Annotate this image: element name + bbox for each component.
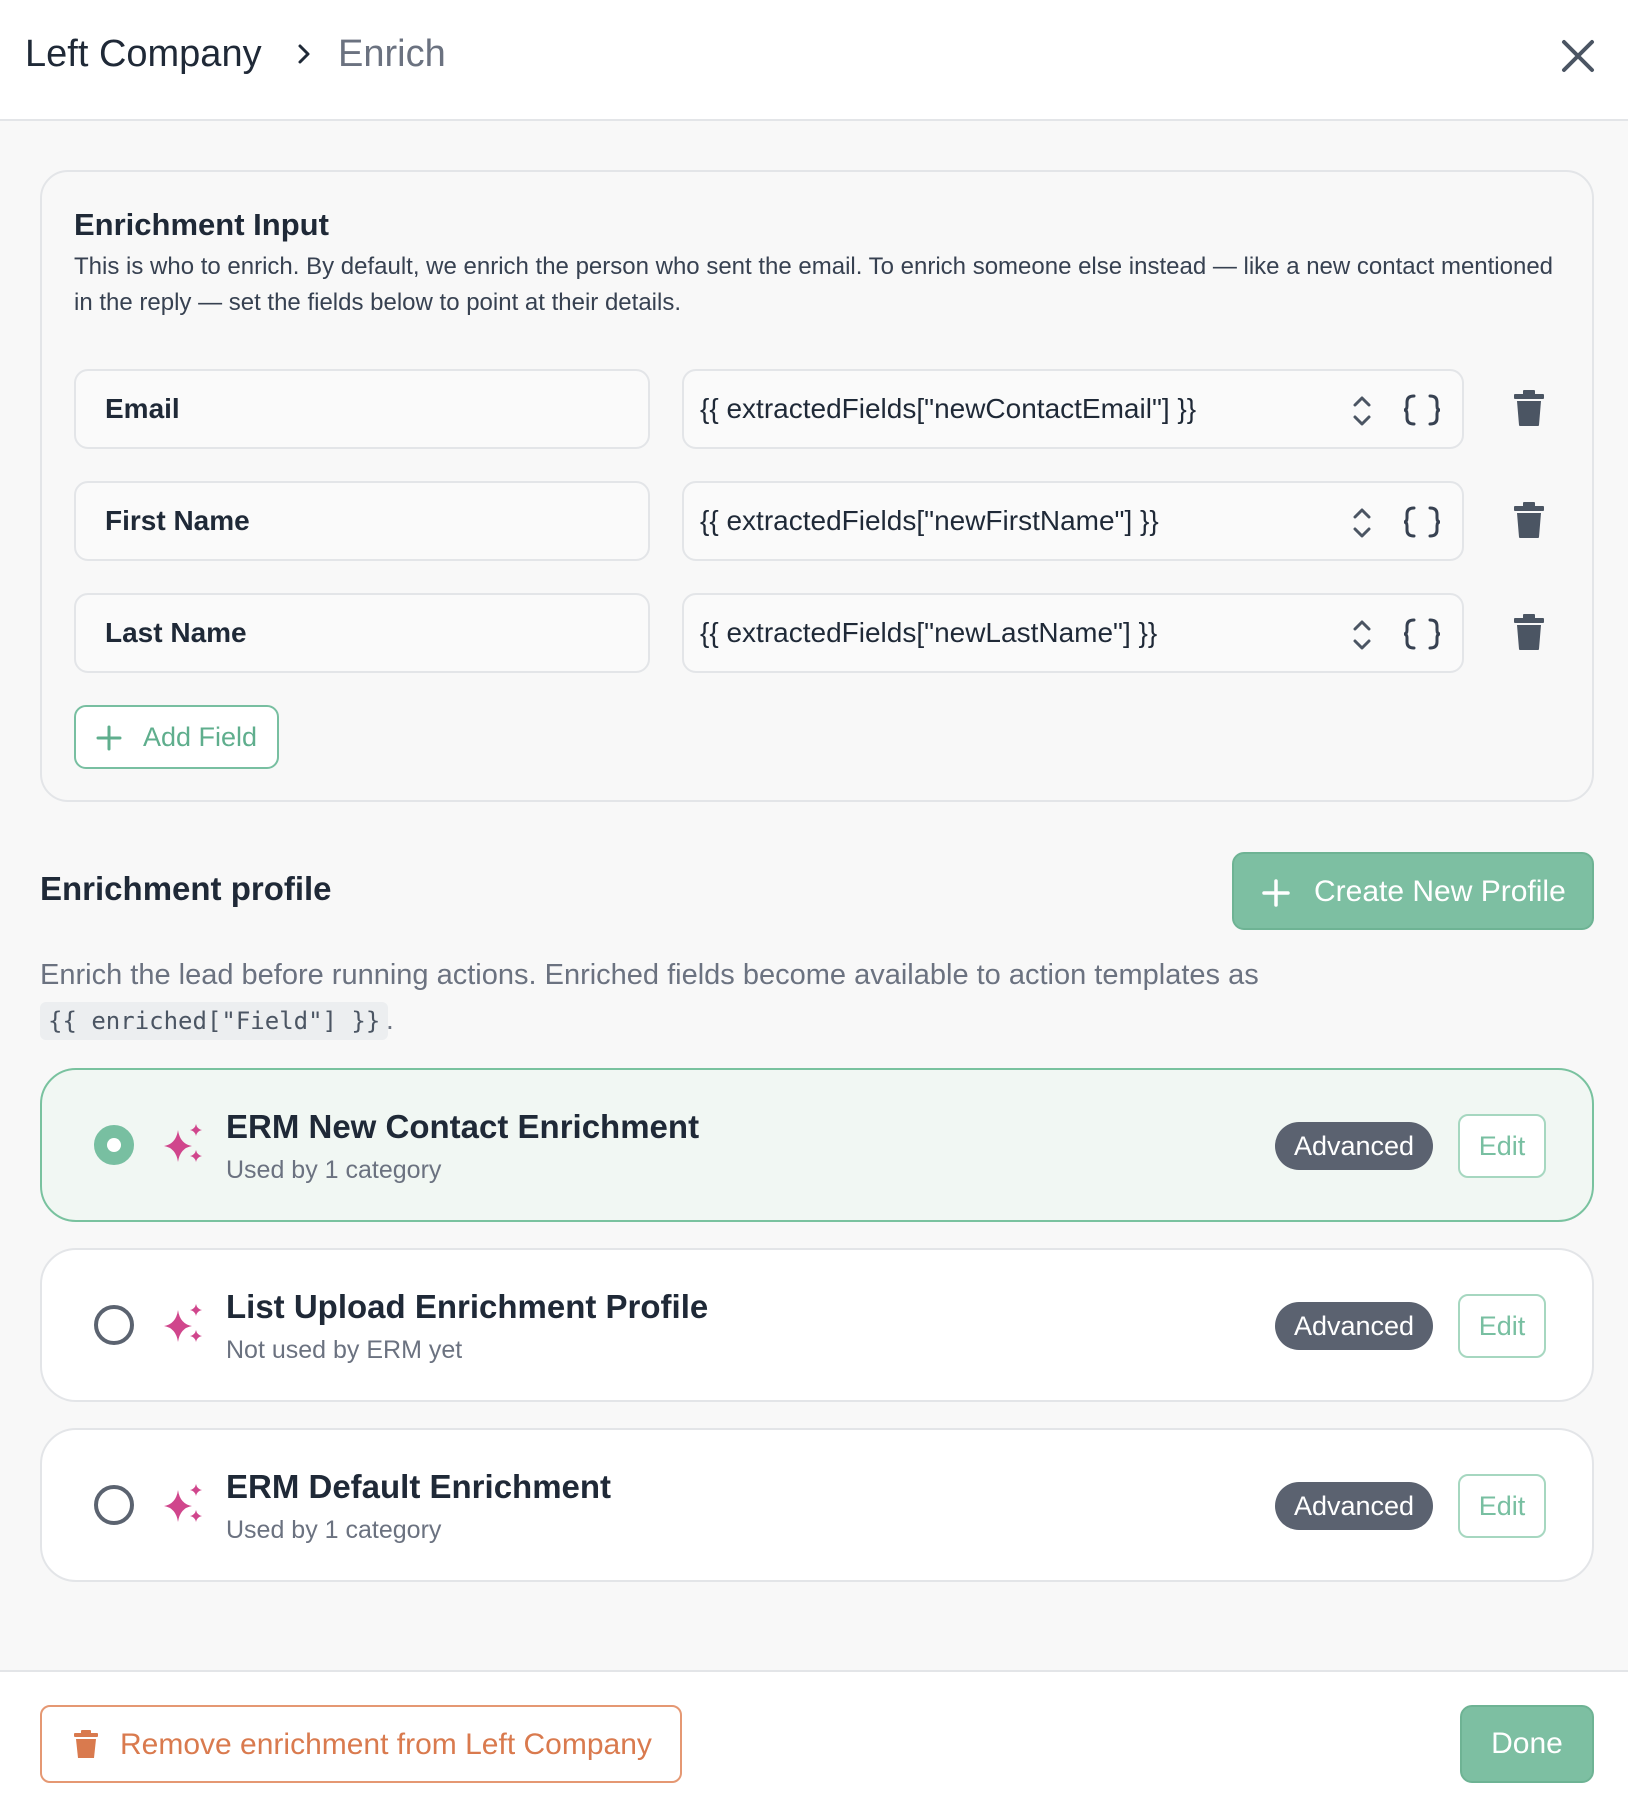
trash-icon[interactable] [1512, 501, 1546, 539]
chevron-up-down-icon[interactable] [1344, 615, 1380, 655]
braces-icon[interactable] [1402, 617, 1442, 651]
field-value-select[interactable] [682, 481, 1464, 561]
field-name-input[interactable]: Last Name [74, 593, 650, 673]
code-suffix: . [386, 1004, 394, 1035]
field-value-text: {{ extractedFields["newLastName"] }} [700, 617, 1158, 648]
enrichment-input-title: Enrichment Input [74, 207, 329, 242]
profile-card[interactable] [40, 1068, 1594, 1222]
profile-title: ERM Default Enrichment [226, 1468, 612, 1505]
field-value-select[interactable] [682, 369, 1464, 449]
remove-enrichment-button[interactable] [40, 1705, 682, 1783]
remove-enrichment-label: Remove enrichment from Left Company [120, 1728, 652, 1761]
profile-subtitle: Used by 1 category [226, 1156, 442, 1184]
enrichment-profile-description: Enrich the lead before running actions. Enriched fields become available to action templates as [40, 959, 1259, 991]
done-button[interactable]: Done [1460, 1705, 1594, 1783]
advanced-badge: Advanced [1275, 1482, 1433, 1530]
advanced-badge: Advanced [1275, 1122, 1433, 1170]
trash-icon[interactable] [1512, 613, 1546, 651]
plus-icon [96, 725, 122, 751]
chevron-up-down-icon[interactable] [1344, 503, 1380, 543]
sparkles-icon [162, 1302, 206, 1346]
field-name-input[interactable]: First Name [74, 481, 650, 561]
profile-radio[interactable] [94, 1125, 134, 1165]
chevron-up-down-icon[interactable] [1344, 391, 1380, 431]
enrichment-input-description: This is who to enrich. By default, we enrich the person who sent the email. To enrich someone else instead — like a new contact mentioned in the reply — set the fields below to point at their details. [74, 253, 1554, 316]
trash-icon [73, 1729, 99, 1759]
profile-card[interactable] [40, 1428, 1594, 1582]
profile-subtitle: Used by 1 category [226, 1516, 442, 1544]
edit-profile-button[interactable]: Edit [1458, 1474, 1546, 1538]
field-value-text: {{ extractedFields["newContactEmail"] }} [700, 393, 1197, 424]
plus-icon [1262, 879, 1290, 907]
profile-title: ERM New Contact Enrichment [226, 1108, 700, 1145]
trash-icon[interactable] [1512, 389, 1546, 427]
field-value-select[interactable] [682, 593, 1464, 673]
enrichment-profile-heading: Enrichment profile [40, 870, 332, 907]
create-new-profile-label: Create New Profile [1314, 875, 1566, 908]
field-value-text: {{ extractedFields["newFirstName"] }} [700, 505, 1159, 536]
edit-profile-button[interactable]: Edit [1458, 1294, 1546, 1358]
profile-radio[interactable] [94, 1485, 134, 1525]
advanced-badge: Advanced [1275, 1302, 1433, 1350]
braces-icon[interactable] [1402, 393, 1442, 427]
dialog-header [0, 0, 1628, 121]
field-name-input[interactable]: Email [74, 369, 650, 449]
sparkles-icon [162, 1482, 206, 1526]
add-field-label: Add Field [143, 722, 258, 752]
breadcrumb-parent[interactable]: Left Company [25, 33, 262, 75]
profile-card[interactable] [40, 1248, 1594, 1402]
edit-profile-button[interactable]: Edit [1458, 1114, 1546, 1178]
profile-radio[interactable] [94, 1305, 134, 1345]
create-new-profile-button[interactable] [1232, 852, 1594, 930]
profile-subtitle: Not used by ERM yet [226, 1336, 463, 1364]
sparkles-icon [162, 1122, 206, 1166]
breadcrumb-current: Enrich [338, 33, 446, 75]
add-field-button[interactable] [74, 705, 279, 769]
code-example: {{ enriched["Field"] }} [40, 1002, 388, 1040]
chevron-right-icon [292, 42, 316, 66]
close-icon[interactable] [1556, 34, 1600, 78]
braces-icon[interactable] [1402, 505, 1442, 539]
profile-title: List Upload Enrichment Profile [226, 1288, 709, 1325]
